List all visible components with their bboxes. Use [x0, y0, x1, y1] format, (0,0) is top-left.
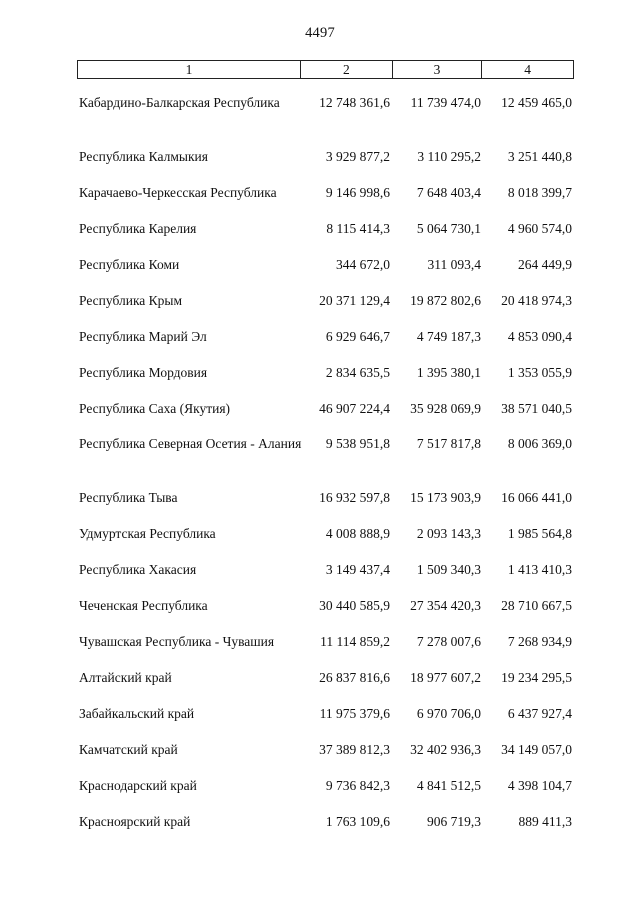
value-col-2: 6 929 646,7 [325, 329, 390, 344]
region-name: Карачаево-Черкесская Республика [79, 185, 277, 200]
value-col-2: 8 115 414,3 [326, 221, 390, 236]
value-col-2: 37 389 812,3 [319, 742, 390, 757]
value-col-4: 19 234 295,5 [501, 670, 572, 685]
value-col-4: 12 459 465,0 [501, 95, 572, 110]
value-col-4: 16 066 441,0 [501, 490, 572, 505]
value-col-3: 2 093 143,3 [416, 526, 481, 541]
value-col-3: 11 739 474,0 [410, 95, 481, 110]
value-col-2: 1 763 109,6 [325, 814, 390, 829]
value-col-4: 28 710 667,5 [501, 598, 572, 613]
value-col-4: 1 985 564,8 [507, 526, 572, 541]
value-col-2: 46 907 224,4 [319, 401, 390, 416]
value-col-4: 8 018 399,7 [507, 185, 572, 200]
value-col-2: 11 975 379,6 [319, 706, 390, 721]
region-name: Алтайский край [79, 670, 172, 685]
value-col-4: 6 437 927,4 [507, 706, 572, 721]
region-name: Республика Северная Осетия - Алания [79, 436, 302, 451]
region-name: Красноярский край [79, 814, 191, 829]
region-name: Удмуртская Республика [79, 526, 216, 541]
region-name: Республика Хакасия [79, 562, 197, 577]
value-col-2: 3 929 877,2 [325, 149, 390, 164]
value-col-4: 3 251 440,8 [507, 149, 572, 164]
value-col-3: 19 872 802,6 [410, 293, 481, 308]
region-name: Краснодарский край [79, 778, 197, 793]
value-col-2: 12 748 361,6 [319, 95, 390, 110]
value-col-4: 1 413 410,3 [507, 562, 572, 577]
value-col-4: 264 449,9 [518, 257, 572, 272]
region-name: Республика Мордовия [79, 365, 208, 380]
value-col-4: 20 418 974,3 [501, 293, 572, 308]
value-col-4: 7 268 934,9 [507, 634, 572, 649]
header-cell-4: 4 [481, 61, 573, 78]
table-header [77, 60, 574, 79]
value-col-2: 20 371 129,4 [319, 293, 390, 308]
value-col-3: 7 278 007,6 [416, 634, 481, 649]
value-col-3: 5 064 730,1 [416, 221, 481, 236]
value-col-4: 4 960 574,0 [507, 221, 572, 236]
value-col-3: 27 354 420,3 [410, 598, 481, 613]
region-name: Республика Калмыкия [79, 149, 208, 164]
value-col-2: 9 146 998,6 [325, 185, 390, 200]
value-col-3: 18 977 607,2 [410, 670, 481, 685]
value-col-2: 26 837 816,6 [319, 670, 390, 685]
region-name: Чувашская Республика - Чувашия [79, 634, 275, 649]
value-col-2: 2 834 635,5 [325, 365, 390, 380]
value-col-4: 4 853 090,4 [507, 329, 572, 344]
value-col-3: 15 173 903,9 [410, 490, 481, 505]
header-cell-2: 2 [300, 61, 392, 78]
region-name: Забайкальский край [79, 706, 195, 721]
region-name: Чеченская Республика [79, 598, 208, 613]
value-col-3: 906 719,3 [427, 814, 481, 829]
page-number: 4497 [305, 25, 335, 41]
value-col-2: 11 114 859,2 [320, 634, 390, 649]
region-name: Республика Марий Эл [79, 329, 207, 344]
value-col-4: 34 149 057,0 [501, 742, 572, 757]
region-name: Камчатский край [79, 742, 178, 757]
value-col-2: 3 149 437,4 [325, 562, 390, 577]
value-col-3: 7 648 403,4 [416, 185, 481, 200]
value-col-2: 9 736 842,3 [325, 778, 390, 793]
value-col-3: 1 509 340,3 [416, 562, 481, 577]
header-cell-1: 1 [185, 61, 193, 77]
value-col-4: 8 006 369,0 [507, 436, 572, 451]
value-col-2: 30 440 585,9 [319, 598, 390, 613]
value-col-3: 4 749 187,3 [416, 329, 481, 344]
region-name: Республика Саха (Якутия) [79, 401, 231, 416]
value-col-3: 35 928 069,9 [410, 401, 481, 416]
value-col-4: 4 398 104,7 [507, 778, 572, 793]
region-name: Республика Коми [79, 257, 180, 272]
value-col-4: 38 571 040,5 [501, 401, 572, 416]
region-name: Кабардино-Балкарская Республика [79, 95, 280, 110]
value-col-2: 344 672,0 [336, 257, 390, 272]
value-col-2: 4 008 888,9 [325, 526, 390, 541]
value-col-3: 3 110 295,2 [417, 149, 481, 164]
region-name: Республика Карелия [79, 221, 197, 236]
value-col-3: 311 093,4 [427, 257, 481, 272]
value-col-3: 6 970 706,0 [416, 706, 481, 721]
value-col-2: 16 932 597,8 [319, 490, 390, 505]
value-col-3: 7 517 817,8 [416, 436, 481, 451]
value-col-3: 1 395 380,1 [416, 365, 481, 380]
value-col-3: 32 402 936,3 [410, 742, 481, 757]
value-col-3: 4 841 512,5 [416, 778, 481, 793]
region-name: Республика Тыва [79, 490, 178, 505]
value-col-2: 9 538 951,8 [325, 436, 390, 451]
header-cell-3: 3 [392, 61, 482, 78]
region-name: Республика Крым [79, 293, 183, 308]
value-col-4: 1 353 055,9 [507, 365, 572, 380]
value-col-4: 889 411,3 [518, 814, 572, 829]
